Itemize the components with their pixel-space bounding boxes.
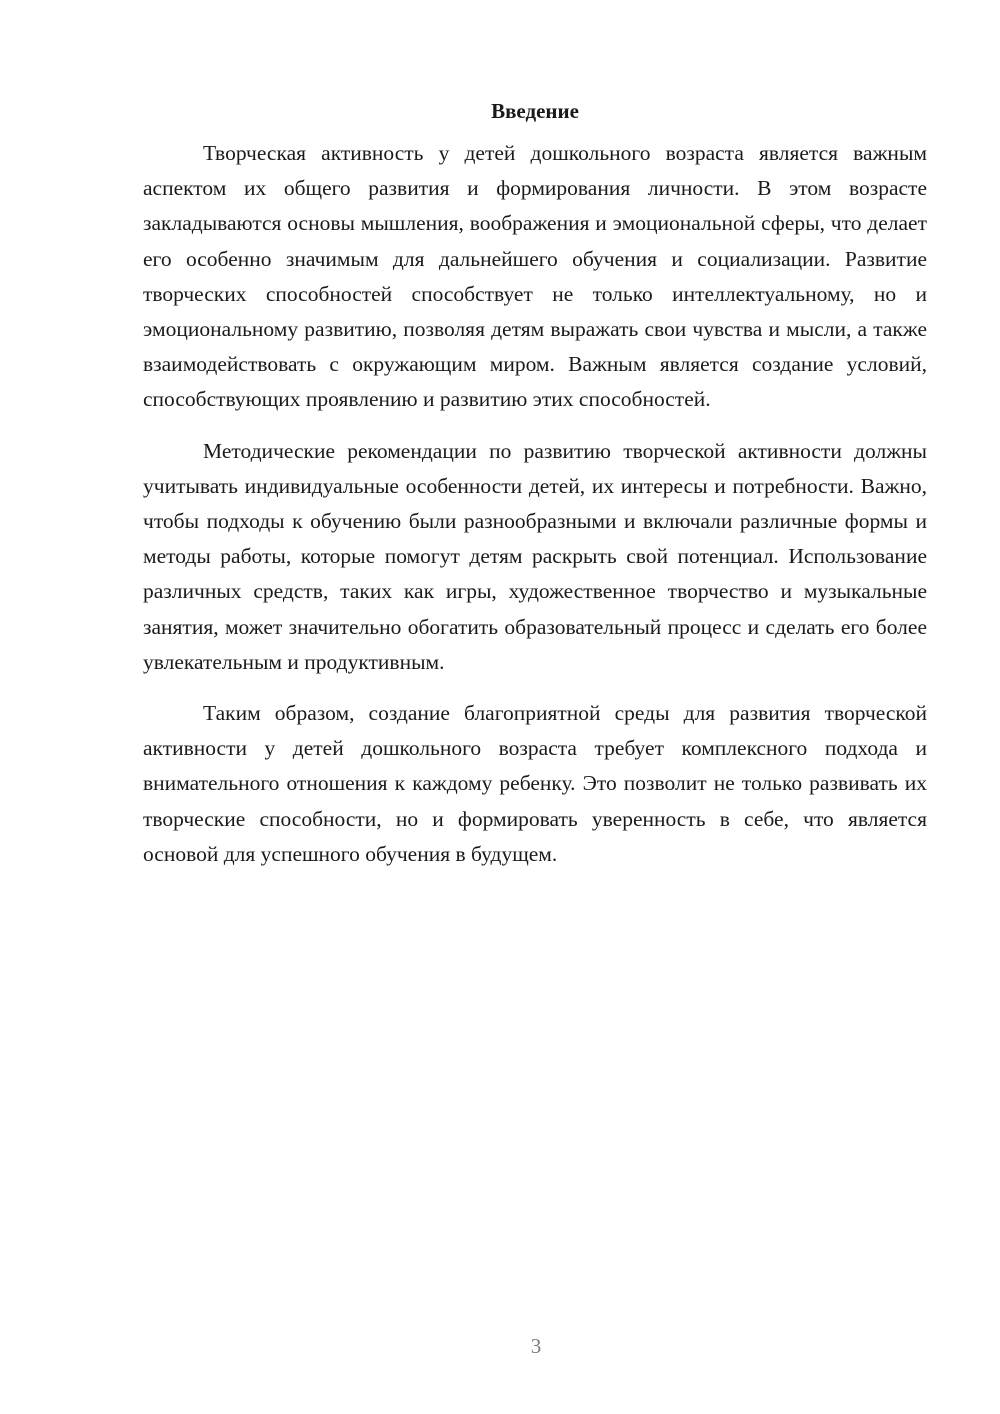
paragraph: Таким образом, создание благоприятной среды для развития творческой активности у детей дошкольного возраста требует комплексного подхода и внимательного отношения к каждому ребенку. Это позволит не только развивать их творческие способности, но и формировать уверенность в себе, что является основой для успешного обучения в будущем. <box>143 701 927 866</box>
section-title: Введение <box>491 99 579 123</box>
page-number: 3 <box>530 1334 542 1358</box>
paragraph: Методические рекомендации по развитию творческой активности должны учитывать индивидуальные особенности детей, их интересы и потребности. Важно, чтобы подходы к обучению были разнообразными и включали различные формы и методы работы, которые помогут детям раскрыть свой потенциал. Использование различных средств, таких как игры, художественное творчество и музыкальные занятия, может значительно обогатить образовательный процесс и сделать его более увлекательным и продуктивным. <box>143 438 927 674</box>
page-content <box>143 94 927 872</box>
paragraph: Творческая активность у детей дошкольного возраста является важным аспектом их общего развития и формирования личности. В этом возрасте закладываются основы мышления, воображения и эмоциональной сферы, что делает его особенно значимым для дальнейшего обучения и социализации. Развитие творческих способностей способствует не только интеллектуальному, но и эмоциональному развитию, позволяя детям выражать свои чувства и мысли, а также взаимодействовать с окружающим миром. Важным является создание условий, способствующих проявлению и развитию этих способностей. <box>143 141 927 412</box>
